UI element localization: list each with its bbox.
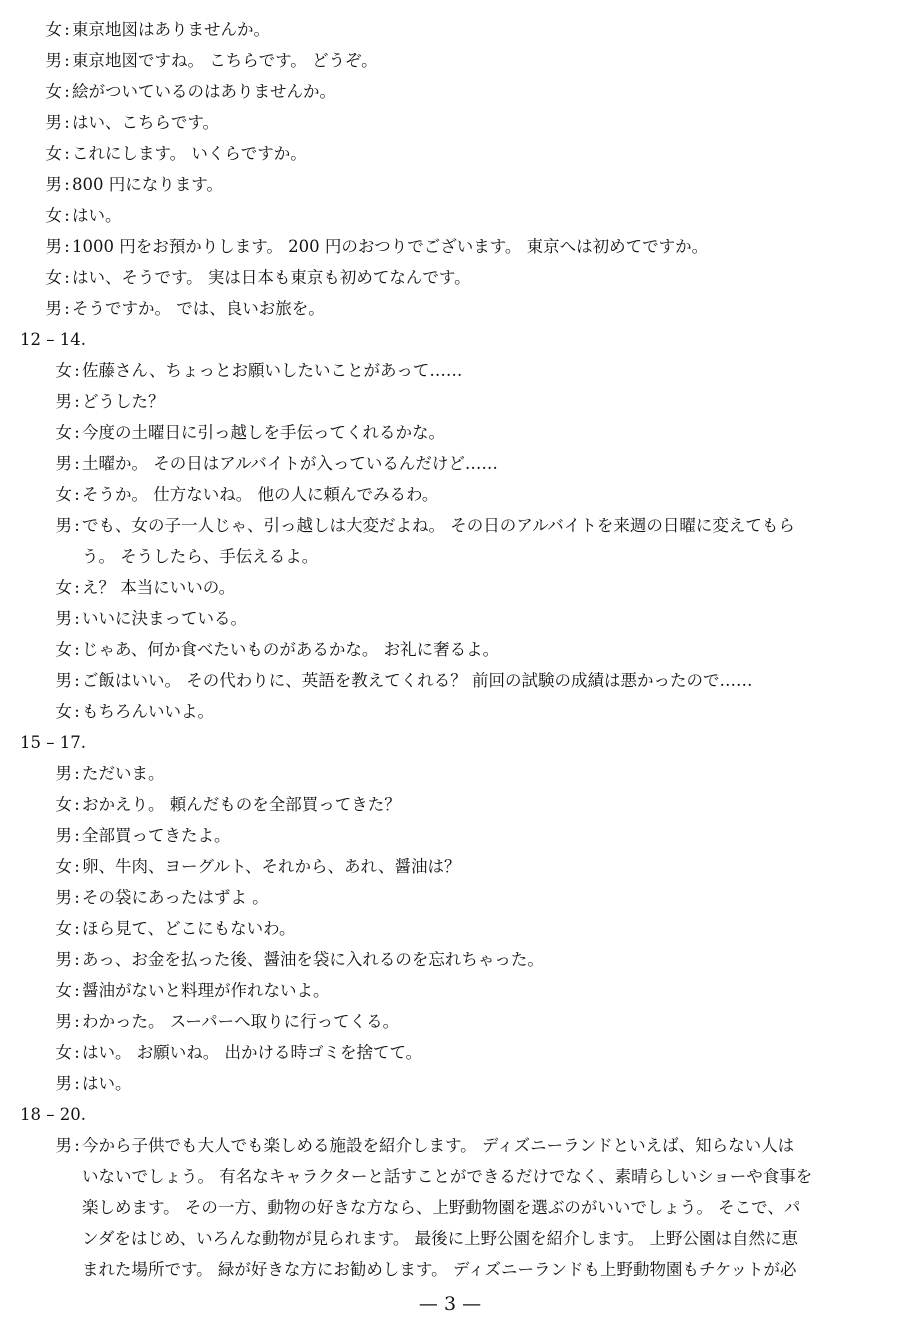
dialogue-text: わかった。 スーパーへ取りに行ってくる。 [82,1012,400,1031]
dialogue-text: え？ 本当にいいの。 [82,578,236,597]
dialogue-text: はい。 [82,1074,132,1093]
dialogue-line [36,514,795,538]
colon: : [74,1012,80,1031]
dialogue-continuation: ンダをはじめ、いろんな動物が見られます。 最後に上野公園を紹介します。 上野公園は自然に恵 [82,1229,799,1248]
dialogue-text: もちろんいいよ。 [82,702,214,721]
dialogue-line [36,421,445,445]
colon: : [74,1136,80,1155]
dialogue-text: 佐藤さん、ちょっとお願いしたいことがあって…… [82,361,463,380]
dialogue-text: じゃあ、何か食べたいものがあるかな。 お礼に奢るよ。 [82,640,500,659]
colon: : [64,144,70,163]
speaker-label: 男 [55,454,72,473]
dialogue-text: ご飯はいい。 その代わりに、英語を教えてくれる？ 前回の試験の成績は悪かったので…… [82,671,753,690]
colon: : [74,640,80,659]
dialogue-line [36,638,499,662]
colon: : [74,609,80,628]
speaker-label: 男 [45,175,62,194]
speaker-label: 男 [45,113,62,132]
dialogue-text: おかえり。 頼んだものを全部買ってきた？ [82,795,401,814]
speaker-label: 女 [55,919,72,938]
dialogue-text: 土曜か。 その日はアルバイトが入っているんだけど…… [82,454,498,473]
colon: : [74,1074,80,1093]
speaker-label: 男 [55,888,72,907]
dialogue-line [36,359,462,383]
dialogue-text: 800 円になります。 [72,175,223,194]
dialogue-line [36,886,269,910]
colon: : [64,299,70,318]
speaker-label: 女 [45,82,62,101]
speaker-label: 女 [55,981,72,1000]
speaker-label: 女 [55,702,72,721]
colon: : [74,1043,80,1062]
dialogue-text: 全部買ってきたよ。 [82,826,231,845]
dialogue-line [36,1041,422,1065]
speaker-label: 女 [55,423,72,442]
dialogue-text: でも、女の子一人じゃ、引っ越しは大変だよね。 その日のアルバイトを来週の日曜に変えてもら [82,516,795,535]
dialogue-text: 今度の土曜日に引っ越しを手伝ってくれるかな。 [82,423,445,442]
section-header: 12 – 14. [20,330,86,349]
dialogue-line [26,80,336,104]
dialogue-text: 卵、牛肉、ヨーグルト、それから、あれ、醤油は？ [82,857,461,876]
dialogue-line [36,700,214,724]
dialogue-text: 東京地図はありませんか。 [72,20,270,39]
speaker-label: 女 [55,361,72,380]
speaker-label: 男 [55,516,72,535]
dialogue-continuation: まれた場所です。 緑が好きな方にお勧めします。 ディズニーランドも上野動物園もチケットが必 [82,1260,797,1279]
dialogue-line [36,576,235,600]
colon: : [64,20,70,39]
colon: : [74,671,80,690]
speaker-label: 男 [45,237,62,256]
dialogue-line [36,948,544,972]
dialogue-text: 東京地図ですね。 こちらです。 どうぞ。 [72,51,378,70]
dialogue-line [36,824,231,848]
colon: : [64,268,70,287]
colon: : [64,237,70,256]
speaker-label: 女 [55,857,72,876]
speaker-label: 男 [55,950,72,969]
dialogue-line [26,142,307,166]
dialogue-continuation: いないでしょう。 有名なキャラクターと話すことができるだけでなく、素晴らしいショーや食事を [82,1167,813,1186]
speaker-label: 女 [55,578,72,597]
speaker-label: 男 [45,299,62,318]
speaker-label: 男 [45,51,62,70]
dialogue-continuation: う。 そうしたら、手伝えるよ。 [82,547,319,566]
speaker-label: 男 [55,392,72,411]
speaker-label: 女 [45,268,62,287]
dialogue-text: はい。 [72,206,122,225]
colon: : [74,516,80,535]
dialogue-line [36,669,753,693]
colon: : [74,702,80,721]
dialogue-text: はい、そうです。 実は日本も東京も初めてなんです。 [72,268,471,287]
colon: : [74,888,80,907]
colon: : [74,981,80,1000]
dialogue-line [26,173,223,197]
colon: : [74,392,80,411]
dialogue-text: 絵がついているのはありませんか。 [72,82,336,101]
speaker-label: 女 [55,485,72,504]
speaker-label: 男 [55,1012,72,1031]
dialogue-text: その袋にあったはずよ 。 [82,888,269,907]
dialogue-line [36,762,165,786]
dialogue-line [36,452,498,476]
dialogue-text: はい、こちらです。 [72,113,220,132]
section-header: 15 – 17. [20,733,86,752]
colon: : [64,82,70,101]
colon: : [74,578,80,597]
colon: : [64,113,70,132]
colon: : [74,454,80,473]
colon: : [74,826,80,845]
dialogue-line [26,204,122,228]
colon: : [74,795,80,814]
speaker-label: 女 [45,144,62,163]
dialogue-text: はい。 お願いね。 出かける時ゴミを捨てて。 [82,1043,423,1062]
dialogue-text: そうか。 仕方ないね。 他の人に頼んでみるわ。 [82,485,439,504]
dialogue-line [36,1134,794,1158]
speaker-label: 女 [55,795,72,814]
colon: : [64,206,70,225]
dialogue-line [36,979,330,1003]
dialogue-text: ほら見て、どこにもないわ。 [82,919,296,938]
dialogue-text: そうですか。 では、良いお旅を。 [72,299,325,318]
speaker-label: 男 [55,1136,72,1155]
dialogue-line [36,607,247,631]
dialogue-text: あっ、お金を払った後、醤油を袋に入れるのを忘れちゃった。 [82,950,544,969]
dialogue-text: いいに決まっている。 [82,609,247,628]
speaker-label: 男 [55,609,72,628]
speaker-label: 女 [55,640,72,659]
speaker-label: 男 [55,1074,72,1093]
speaker-label: 女 [45,206,62,225]
colon: : [64,51,70,70]
colon: : [74,764,80,783]
dialogue-line [26,49,378,73]
colon: : [74,950,80,969]
colon: : [64,175,70,194]
colon: : [74,485,80,504]
speaker-label: 女 [45,20,62,39]
dialogue-line [26,111,219,135]
dialogue-line [26,297,325,321]
dialogue-line [26,18,270,42]
speaker-label: 男 [55,826,72,845]
dialogue-line [36,917,296,941]
dialogue-line [36,1010,399,1034]
dialogue-line [26,266,471,290]
speaker-label: 男 [55,671,72,690]
colon: : [74,423,80,442]
speaker-label: 男 [55,764,72,783]
dialogue-line [36,483,438,507]
section-header: 18 – 20. [20,1105,86,1124]
speaker-label: 女 [55,1043,72,1062]
dialogue-line [36,855,461,879]
dialogue-line [36,1072,132,1096]
page-number: — 3 — [418,1293,482,1315]
dialogue-text: 醤油がないと料理が作れないよ。 [82,981,330,1000]
dialogue-line [36,793,401,817]
dialogue-text: ただいま。 [82,764,165,783]
dialogue-text: どうした？ [82,392,165,411]
dialogue-text: これにします。 いくらですか。 [72,144,307,163]
dialogue-line [36,390,165,414]
colon: : [74,919,80,938]
colon: : [74,857,80,876]
dialogue-text: 1000 円をお預かりします。 200 円のおつりでございます。 東京へは初めてですか。 [72,237,709,256]
dialogue-continuation: 楽しめます。 その一方、動物の好きな方なら、上野動物園を選ぶのがいいでしょう。 そこで、パ [82,1198,801,1217]
dialogue-line [26,235,708,259]
colon: : [74,361,80,380]
dialogue-text: 今から子供でも大人でも楽しめる施設を紹介します。 ディズニーランドといえば、知らない人は [82,1136,795,1155]
